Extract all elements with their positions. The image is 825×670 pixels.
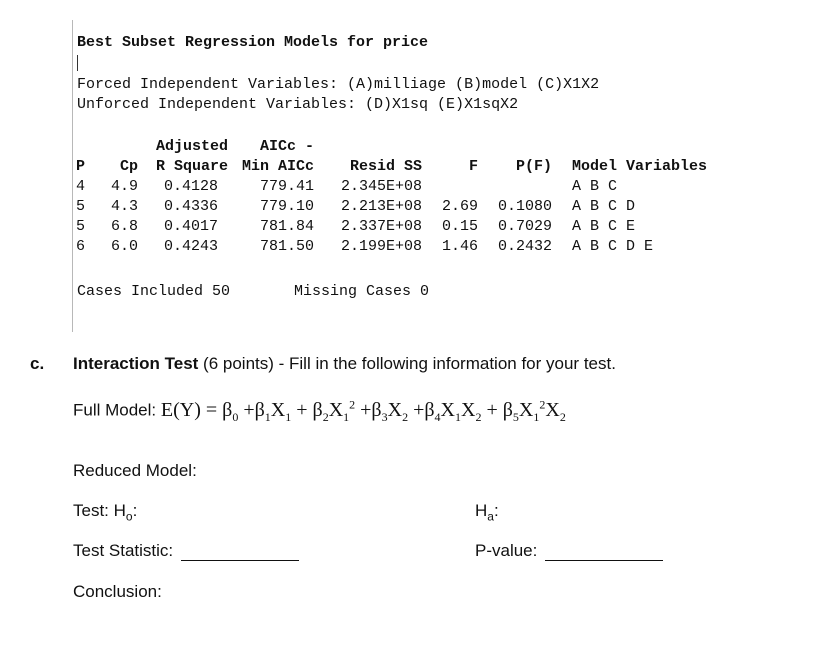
header-model-variables: Model Variables (572, 157, 708, 175)
cell-resid-ss: 2.213E+08 (340, 197, 422, 215)
header-f: F (468, 157, 478, 175)
cell-r-square: 0.4243 (163, 237, 218, 255)
cell-f: 0.15 (441, 217, 478, 235)
cell-f (430, 176, 484, 196)
cell-model-variables: A B C D (572, 197, 636, 215)
cell-r-square: 0.4017 (163, 217, 218, 235)
cell-p: 6 (76, 237, 86, 255)
header-cp: Cp (119, 157, 138, 175)
ha-letter: H (475, 501, 488, 520)
cell-p: 4 (76, 177, 86, 195)
table-row (76, 216, 718, 236)
question-heading (73, 354, 616, 374)
cell-aicc: 781.84 (259, 217, 314, 235)
test-statistic-blank[interactable] (181, 544, 299, 561)
text-cursor (77, 55, 78, 71)
cell-resid-ss: 2.345E+08 (340, 177, 422, 195)
header-pf: P(F) (515, 157, 552, 175)
header-adjusted: Adjusted (155, 137, 228, 155)
header-min-aicc: Min AICc (241, 157, 314, 175)
cell-r-square: 0.4128 (163, 177, 218, 195)
question-instructions: (6 points) - Fill in the following information for your test. (198, 354, 616, 373)
output-left-border (72, 20, 73, 332)
header-p: P (76, 157, 86, 175)
null-hypothesis-label (73, 501, 137, 523)
cell-cp: 4.9 (110, 177, 138, 195)
alt-hypothesis-label (475, 501, 499, 523)
cell-resid-ss: 2.337E+08 (340, 217, 422, 235)
header-aicc: AICc - (259, 137, 314, 155)
regression-table (76, 136, 718, 256)
p-value-label: P-value: (475, 541, 538, 560)
full-model (73, 397, 566, 425)
forced-variables: Forced Independent Variables: (A)milliage (B)model (C)X1X2 (77, 76, 600, 93)
unforced-variables: Unforced Independent Variables: (D)X1sq (E)X1sqX2 (77, 96, 519, 113)
cell-model-variables: A B C (572, 177, 618, 195)
question-title: Interaction Test (73, 354, 199, 373)
cell-r-square: 0.4336 (163, 197, 218, 215)
p-value-row (475, 541, 663, 561)
output-title: Best Subset Regression Models for price (77, 34, 429, 51)
test-statistic-row (73, 541, 299, 561)
cell-pf: 0.2432 (497, 237, 552, 255)
table-header (76, 156, 718, 176)
cell-pf: 0.7029 (497, 217, 552, 235)
header-r-square: R Square (155, 157, 228, 175)
conclusion-label: Conclusion: (73, 582, 162, 601)
reduced-model-label: Reduced Model: (73, 461, 197, 480)
cell-f: 1.46 (441, 237, 478, 255)
ha-colon: : (493, 501, 499, 520)
cell-cp: 4.3 (110, 197, 138, 215)
header-resid-ss: Resid SS (349, 157, 422, 175)
p-value-blank[interactable] (545, 544, 663, 561)
cell-model-variables: A B C D E (572, 237, 654, 255)
missing-cases: Missing Cases 0 (294, 283, 430, 300)
ha-subscript: a (487, 509, 494, 524)
h0-colon: : (132, 501, 138, 520)
test-label: Test: H (73, 501, 126, 520)
cell-pf: 0.1080 (497, 197, 552, 215)
cell-cp: 6.0 (110, 237, 138, 255)
table-row (76, 196, 718, 216)
cell-resid-ss: 2.199E+08 (340, 237, 422, 255)
cell-model-variables: A B C E (572, 217, 636, 235)
full-model-equation: $E(Y) = \beta_0 +\beta_1X_1 + \beta_2X_1^2 +\beta_3X_2 +\beta_4X_1X_2 + \beta_5X_1^2X_2$ (160, 397, 566, 424)
cell-aicc: 779.10 (259, 197, 314, 215)
cell-pf (484, 176, 558, 196)
h0-subscript: o (125, 509, 133, 524)
cell-p: 5 (76, 197, 86, 215)
cell-aicc: 781.50 (259, 237, 314, 255)
cell-p: 5 (76, 217, 86, 235)
full-model-label: Full Model: (73, 400, 161, 420)
cell-f: 2.69 (441, 197, 478, 215)
table-row (76, 236, 718, 256)
cell-aicc: 779.41 (259, 177, 314, 195)
cases-included: Cases Included 50 (77, 283, 231, 300)
cell-cp: 6.8 (110, 217, 138, 235)
test-statistic-label: Test Statistic: (73, 541, 174, 560)
table-header-top (76, 136, 718, 156)
table-row (76, 176, 718, 196)
question-letter: c. (30, 354, 45, 373)
